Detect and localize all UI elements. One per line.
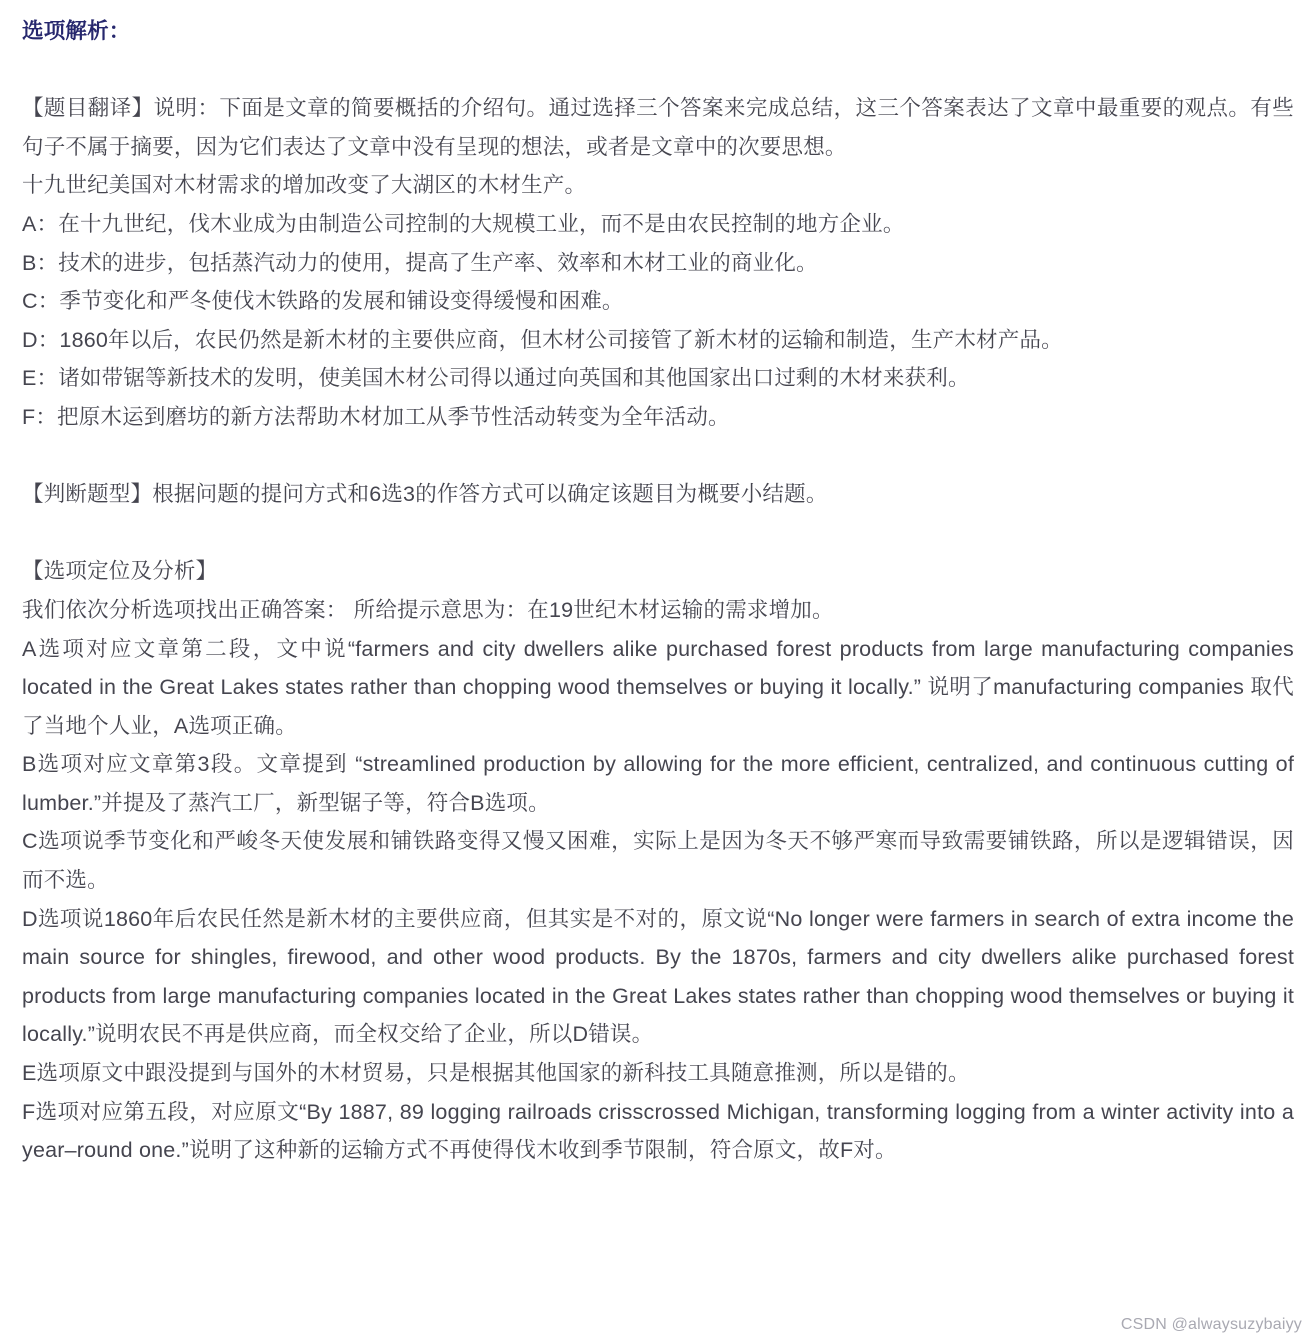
option-d-line: D：1860年以后，农民仍然是新木材的主要供应商，但木材公司接管了新木材的运输和制造，生产木材产品。 bbox=[22, 327, 1063, 352]
option-c-line: C：季节变化和严冬使伐木铁路的发展和铺设变得缓慢和困难。 bbox=[22, 289, 624, 314]
analysis-option-f: F选项对应第五段，对应原文“By 1887, 89 logging railroads crisscrossed Michigan, transforming logging from a winter activity into a year–round one.”说明了这种新的运输方式不再使得伐木收到季节限制，符合原文，故F对。 bbox=[22, 1099, 1294, 1163]
analysis-option-b: B选项对应文章第3段。文章提到 “streamlined production by allowing for the more efficient, centralized, and continuous cutting of lumber.”并提及了蒸汽工厂，新型锯子等，符合B选项。 bbox=[22, 752, 1294, 815]
option-b-line: B：技术的进步，包括蒸汽动力的使用，提高了生产率、效率和木材工业的商业化。 bbox=[22, 250, 818, 275]
analysis-intro: 我们依次分析选项找出正确答案： 所给提示意思为：在19世纪木材运输的需求增加。 bbox=[22, 597, 834, 622]
blank-line bbox=[22, 51, 1294, 90]
analysis-option-a: A选项对应文章第二段，文中说“farmers and city dwellers alike purchased forest products from large manufacturing companies located in the Great Lakes states rather than chopping wood themselves or buying it locally.” 说明了manufacturing companies 取代了当地个人业，A选项正确。 bbox=[22, 636, 1294, 738]
blank-line bbox=[22, 514, 1294, 553]
analysis-option-c: C选项说季节变化和严峻冬天使发展和铺铁路变得又慢又困难，实际上是因为冬天不够严寒而导致需要铺铁路，所以是逻辑错误，因而不选。 bbox=[22, 829, 1294, 893]
analysis-heading: 【选项定位及分析】 bbox=[22, 559, 218, 584]
option-e-line: E：诸如带锯等新技术的发明，使美国木材公司得以通过向英国和其他国家出口过剩的木材来获利。 bbox=[22, 366, 970, 391]
paragraph-question-translation: 【题目翻译】说明：下面是文章的简要概括的介绍句。通过选择三个答案来完成总结，这三个答案表达了文章中最重要的观点。有些句子不属于摘要，因为它们表达了文章中没有呈现的想法，或者是文章中的次要思想。 bbox=[22, 96, 1294, 159]
option-f-line: F：把原木运到磨坊的新方法帮助木材加工从季节性活动转变为全年活动。 bbox=[22, 404, 730, 429]
paragraph-question-type: 【判断题型】根据问题的提问方式和6选3的作答方式可以确定该题目为概要小结题。 bbox=[22, 482, 828, 507]
paragraph-topic-sentence: 十九世纪美国对木材需求的增加改变了大湖区的木材生产。 bbox=[22, 173, 587, 198]
csdn-watermark: CSDN @alwaysuzybaiyy bbox=[1120, 1316, 1302, 1333]
blank-line bbox=[22, 437, 1294, 476]
analysis-option-e: E选项原文中跟没提到与国外的木材贸易，只是根据其他国家的新科技工具随意推测，所以是错的。 bbox=[22, 1061, 970, 1086]
option-a-line: A：在十九世纪，伐木业成为由制造公司控制的大规模工业，而不是由农民控制的地方企业。 bbox=[22, 211, 905, 236]
analysis-option-d: D选项说1860年后农民任然是新木材的主要供应商，但其实是不对的，原文说“No longer were farmers in search of extra income the main source for shingles, firewood, and other wood products. By the 1870s, farmers and city dwellers alike purchased forest products from large manufacturing companies located in the Great Lakes states rather than chopping wood themselves or buying it locally.”说明农民不再是供应商，而全权交给了企业，所以D错误。 bbox=[22, 906, 1294, 1047]
section-title: 选项解析： bbox=[22, 19, 131, 43]
